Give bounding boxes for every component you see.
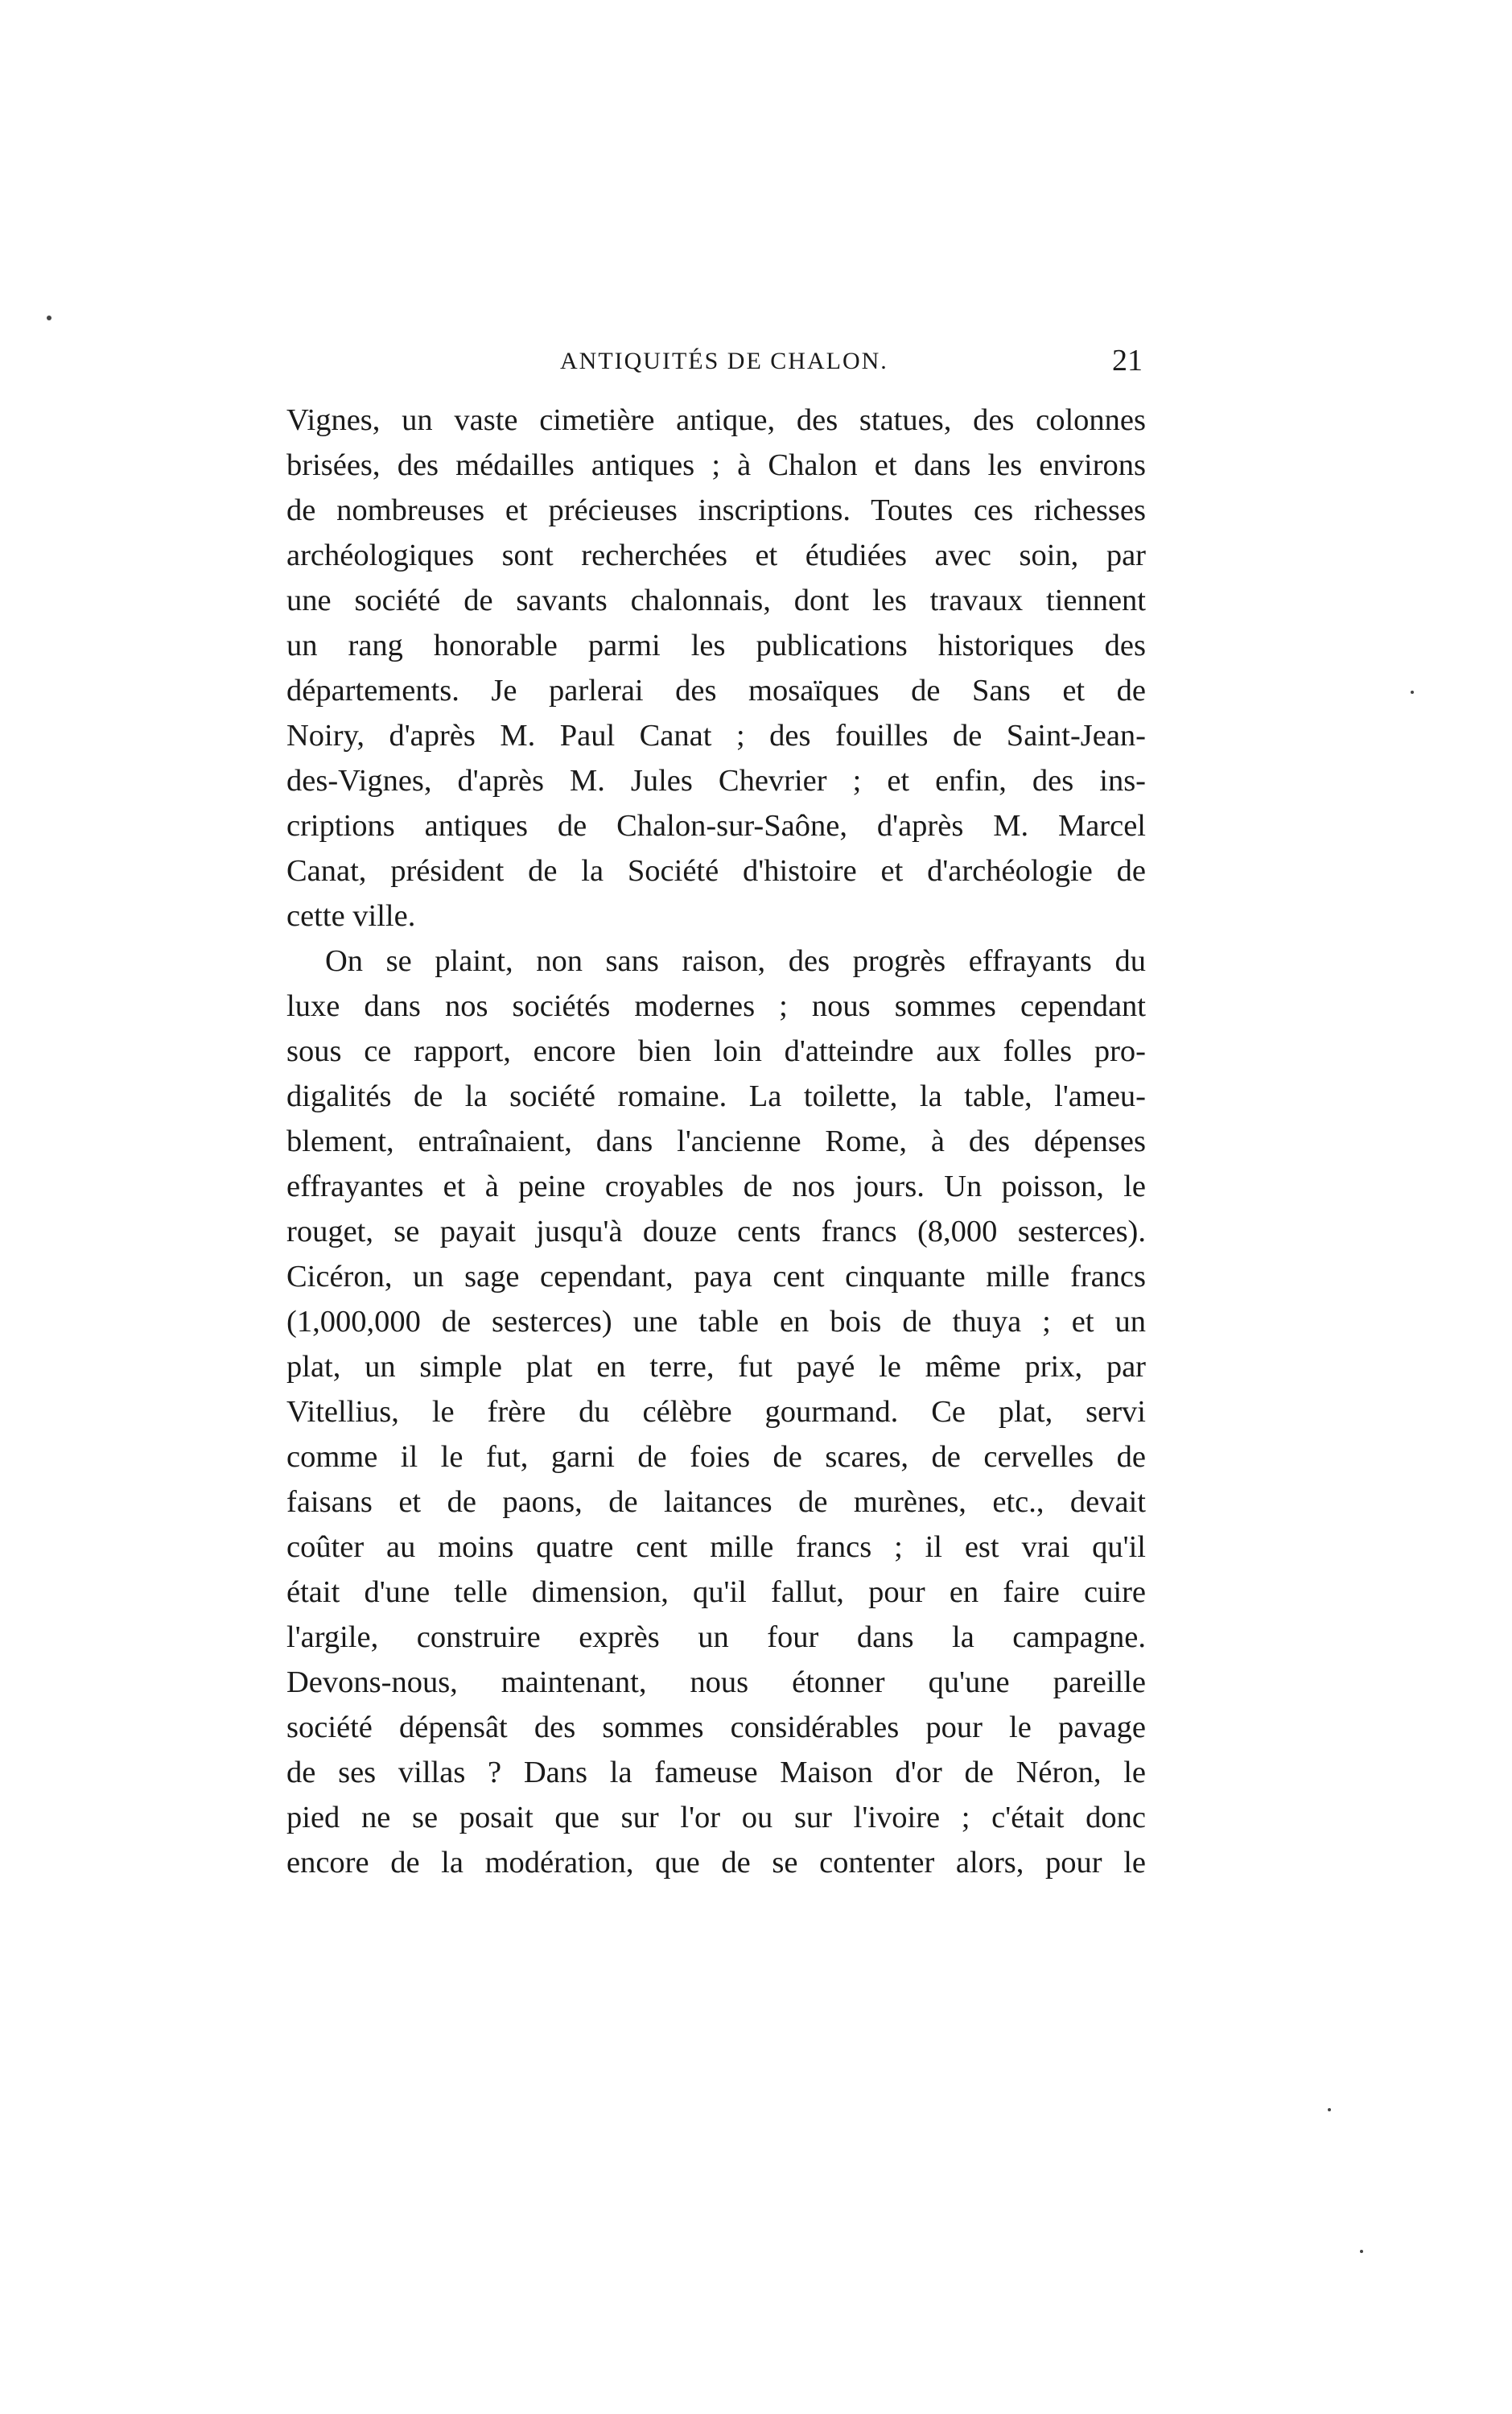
text-line: comme il le fut, garni de foies de scares, de cervelles de bbox=[286, 1440, 1146, 1474]
text-line: coûter au moins quatre cent mille francs ; il est vrai qu'il bbox=[286, 1530, 1146, 1564]
text-line: Vitellius, le frère du célèbre gourmand. Ce plat, servi bbox=[286, 1395, 1146, 1429]
text-line: brisées, des médailles antiques ; à Chalon et dans les environs bbox=[286, 448, 1146, 482]
text-line: départements. Je parlerai des mosaïques de Sans et de bbox=[286, 674, 1146, 708]
text-line: un rang honorable parmi les publications historiques des bbox=[286, 629, 1146, 662]
text-line: Devons-nous, maintenant, nous étonner qu'une pareille bbox=[286, 1665, 1146, 1699]
body-text bbox=[286, 398, 1146, 1885]
running-head bbox=[286, 344, 1146, 388]
paper-speck bbox=[1328, 2108, 1331, 2111]
text-line: Vignes, un vaste cimetière antique, des statues, des colonnes bbox=[286, 403, 1146, 437]
running-title: ANTIQUITÉS DE CHALON. bbox=[560, 348, 888, 374]
text-line: l'argile, construire exprès un four dans la campagne. bbox=[286, 1620, 1146, 1654]
paper-speck bbox=[1411, 691, 1414, 694]
text-line: pied ne se posait que sur l'or ou sur l'ivoire ; c'était donc bbox=[286, 1801, 1146, 1834]
text-line: des-Vignes, d'après M. Jules Chevrier ; et enfin, des ins- bbox=[286, 764, 1146, 798]
text-line: plat, un simple plat en terre, fut payé le même prix, par bbox=[286, 1350, 1146, 1384]
page-number: 21 bbox=[1112, 344, 1143, 378]
text-line: sous ce rapport, encore bien loin d'atteindre aux folles pro- bbox=[286, 1034, 1146, 1068]
paper-speck bbox=[1360, 2250, 1363, 2253]
text-line: de ses villas ? Dans la fameuse Maison d'or de Néron, le bbox=[286, 1756, 1146, 1789]
text-line: luxe dans nos sociétés modernes ; nous sommes cependant bbox=[286, 989, 1146, 1023]
text-line: (1,000,000 de sesterces) une table en bois de thuya ; et un bbox=[286, 1305, 1146, 1339]
text-line: blement, entraînaient, dans l'ancienne Rome, à des dépenses bbox=[286, 1124, 1146, 1158]
text-line: Noiry, d'après M. Paul Canat ; des fouilles de Saint-Jean- bbox=[286, 719, 1146, 753]
text-line: cette ville. bbox=[286, 899, 416, 933]
text-line: était d'une telle dimension, qu'il fallut, pour en faire cuire bbox=[286, 1575, 1146, 1609]
text-line: effrayantes et à peine croyables de nos jours. Un poisson, le bbox=[286, 1170, 1146, 1203]
text-line: faisans et de paons, de laitances de murènes, etc., devait bbox=[286, 1485, 1146, 1519]
paper-speck bbox=[47, 316, 51, 320]
text-line: criptions antiques de Chalon-sur-Saône, d'après M. Marcel bbox=[286, 809, 1146, 843]
text-line: Cicéron, un sage cependant, paya cent cinquante mille francs bbox=[286, 1260, 1146, 1294]
text-line: société dépensât des sommes considérables pour le pavage bbox=[286, 1710, 1146, 1744]
text-line: de nombreuses et précieuses inscriptions. Toutes ces richesses bbox=[286, 493, 1146, 527]
text-line: digalités de la société romaine. La toilette, la table, l'ameu- bbox=[286, 1079, 1146, 1113]
text-line: encore de la modération, que de se contenter alors, pour le bbox=[286, 1846, 1146, 1880]
text-line: archéologiques sont recherchées et étudiées avec soin, par bbox=[286, 539, 1146, 572]
text-line: Canat, président de la Société d'histoire et d'archéologie de bbox=[286, 854, 1146, 888]
paragraph-start-line: On se plaint, non sans raison, des progrès effrayants du bbox=[325, 944, 1146, 978]
text-line: rouget, se payait jusqu'à douze cents francs (8,000 sesterces). bbox=[286, 1215, 1146, 1248]
text-line: une société de savants chalonnais, dont les travaux tiennent bbox=[286, 584, 1146, 617]
